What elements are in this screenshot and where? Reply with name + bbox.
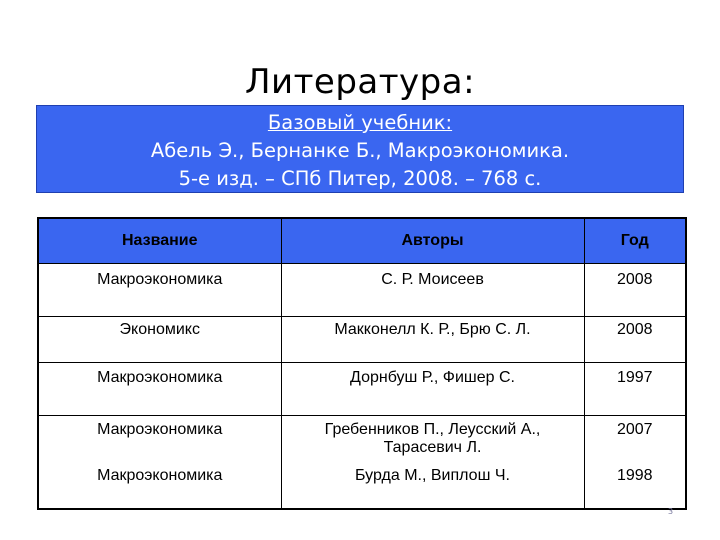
- page-number: 3: [668, 507, 674, 516]
- cell-authors: С. Р. Моисеев: [281, 264, 584, 317]
- table-row: [38, 264, 686, 317]
- cell-year: 2008: [584, 317, 686, 363]
- header-year: Год: [584, 218, 686, 264]
- base-textbook-box: [36, 105, 684, 193]
- cell-title: Макроэкономика: [38, 363, 281, 416]
- textbook-citation-line-1: Абель Э., Бернанке Б., Макроэкономика.: [150, 139, 570, 162]
- cell-title: Макроэкономика: [38, 416, 281, 463]
- table-row: [38, 363, 686, 416]
- cell-authors: Бурда М., Виплош Ч.: [281, 463, 584, 509]
- cell-title: Макроэкономика: [38, 264, 281, 317]
- textbook-heading: Базовый учебник:: [267, 111, 453, 134]
- table-row: [38, 416, 686, 463]
- textbook-citation-line-2: 5-е изд. – СПб Питер, 2008. – 768 с.: [178, 167, 542, 190]
- cell-authors: Макконелл К. Р., Брю С. Л.: [281, 317, 584, 363]
- cell-authors: Дорнбуш Р., Фишер С.: [281, 363, 584, 416]
- header-authors: Авторы: [281, 218, 584, 264]
- cell-year: 1998: [584, 463, 686, 509]
- literature-table: [37, 217, 687, 510]
- header-title: Название: [38, 218, 281, 264]
- cell-title: Экономикс: [38, 317, 281, 363]
- table-row: [38, 463, 686, 509]
- slide-title: Литература:: [244, 62, 476, 102]
- cell-year: 2008: [584, 264, 686, 317]
- cell-authors: Гребенников П., Леусский А., Тарасевич Л.: [281, 416, 584, 463]
- cell-year: 1997: [584, 363, 686, 416]
- cell-year: 2007: [584, 416, 686, 463]
- cell-title: Макроэкономика: [38, 463, 281, 509]
- table-row: [38, 317, 686, 363]
- table-header-row: [38, 218, 686, 264]
